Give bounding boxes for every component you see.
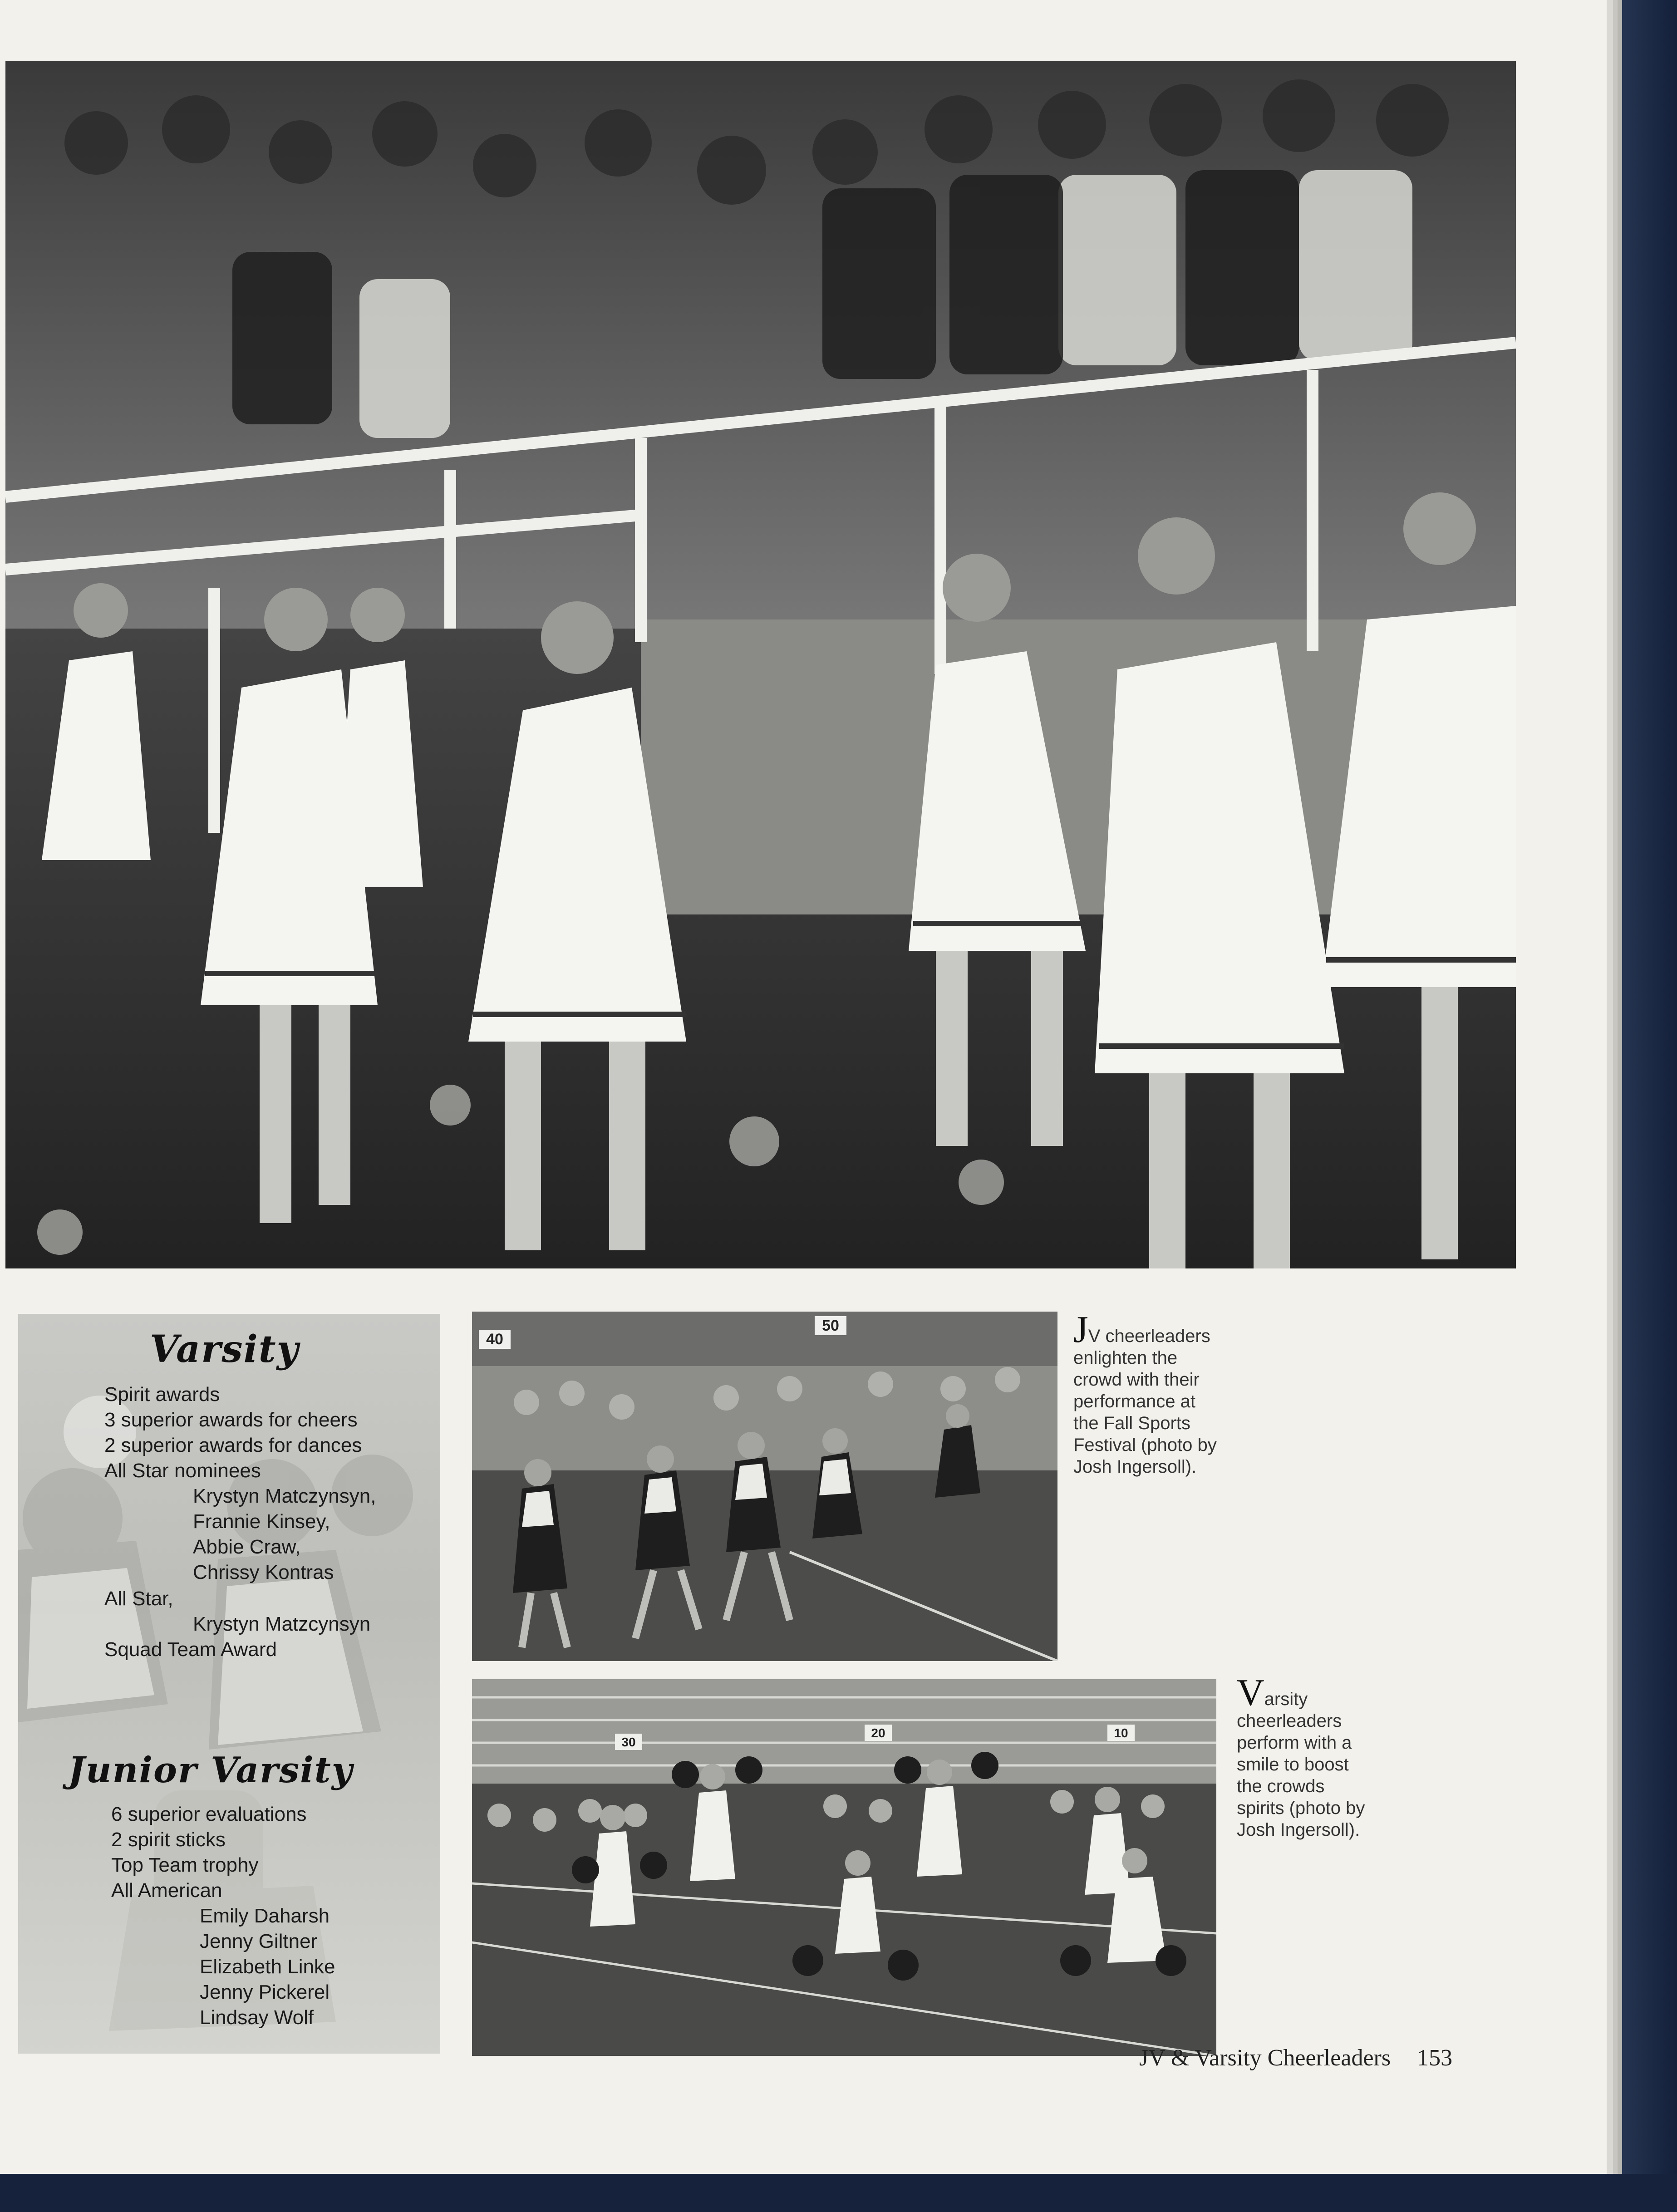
page-number: 153 — [1417, 2045, 1453, 2071]
varsity-award-line: Krystyn Matzcynsyn — [193, 1613, 371, 1635]
jv-award-line: Emily Daharsh — [200, 1905, 330, 1927]
yard-marker-10: 10 — [1114, 1726, 1128, 1740]
top-photo-image — [5, 61, 1516, 1268]
jv-photo-image — [472, 1312, 1057, 1661]
varsity-heading: Varsity — [150, 1327, 300, 1371]
varsity-photo — [472, 1679, 1216, 2056]
jv-photo — [472, 1312, 1057, 1661]
jv-award-line: Elizabeth Linke — [200, 1956, 335, 1978]
varsity-award-line: 2 superior awards for dances — [104, 1434, 362, 1456]
varsity-award-line: All Star, — [104, 1588, 173, 1610]
varsity-award-line: Abbie Craw, — [193, 1536, 301, 1558]
yard-marker-30: 30 — [621, 1735, 636, 1749]
yard-marker-40: 40 — [486, 1331, 503, 1348]
varsity-award-line: Frannie Kinsey, — [193, 1510, 330, 1533]
varsity-award-line: Chrissy Kontras — [193, 1561, 334, 1583]
jv-award-line: Top Team trophy — [111, 1854, 259, 1876]
varsity-award-line: 3 superior awards for cheers — [104, 1409, 358, 1431]
varsity-photo-image — [472, 1679, 1216, 2056]
awards-panel — [18, 1314, 440, 2054]
jv-award-line: Jenny Giltner — [200, 1930, 318, 1952]
varsity-award-line: Spirit awards — [104, 1383, 220, 1406]
top-photo — [5, 61, 1516, 1268]
varsity-caption-text: arsity cheerleaders perform with a smile to boost the crowds spirits (photo by Josh Ingersoll). — [1237, 1689, 1365, 1840]
jv-caption-text: V cheerleaders enlighten the crowd with their performance at the Fall Sports Festival (photo by Josh Ingersoll). — [1073, 1326, 1217, 1477]
jv-award-line: 6 superior evaluations — [111, 1803, 307, 1825]
section-title: JV & Varsity Cheerleaders — [1139, 2045, 1391, 2071]
book-binding-edge — [1607, 0, 1677, 2212]
yard-marker-50: 50 — [822, 1317, 839, 1334]
varsity-caption — [1237, 1671, 1373, 1841]
jv-award-line: Jenny Pickerel — [200, 1981, 330, 2003]
junior-varsity-heading: Junior Varsity — [68, 1750, 354, 1791]
varsity-award-line: Squad Team Award — [104, 1638, 277, 1661]
jv-caption-dropcap: J — [1073, 1308, 1088, 1351]
varsity-award-line: Krystyn Matczynsyn, — [193, 1485, 376, 1507]
jv-caption — [1073, 1308, 1223, 1478]
jv-award-line: All American — [111, 1879, 222, 1902]
varsity-award-line: All Star nominees — [104, 1460, 261, 1482]
jv-award-line: Lindsay Wolf — [200, 2006, 314, 2029]
page-footer — [1139, 2045, 1452, 2071]
jv-award-line: 2 spirit sticks — [111, 1829, 226, 1851]
yard-marker-20: 20 — [871, 1726, 885, 1740]
varsity-caption-dropcap: V — [1237, 1671, 1264, 1714]
bottom-background — [0, 2174, 1677, 2212]
